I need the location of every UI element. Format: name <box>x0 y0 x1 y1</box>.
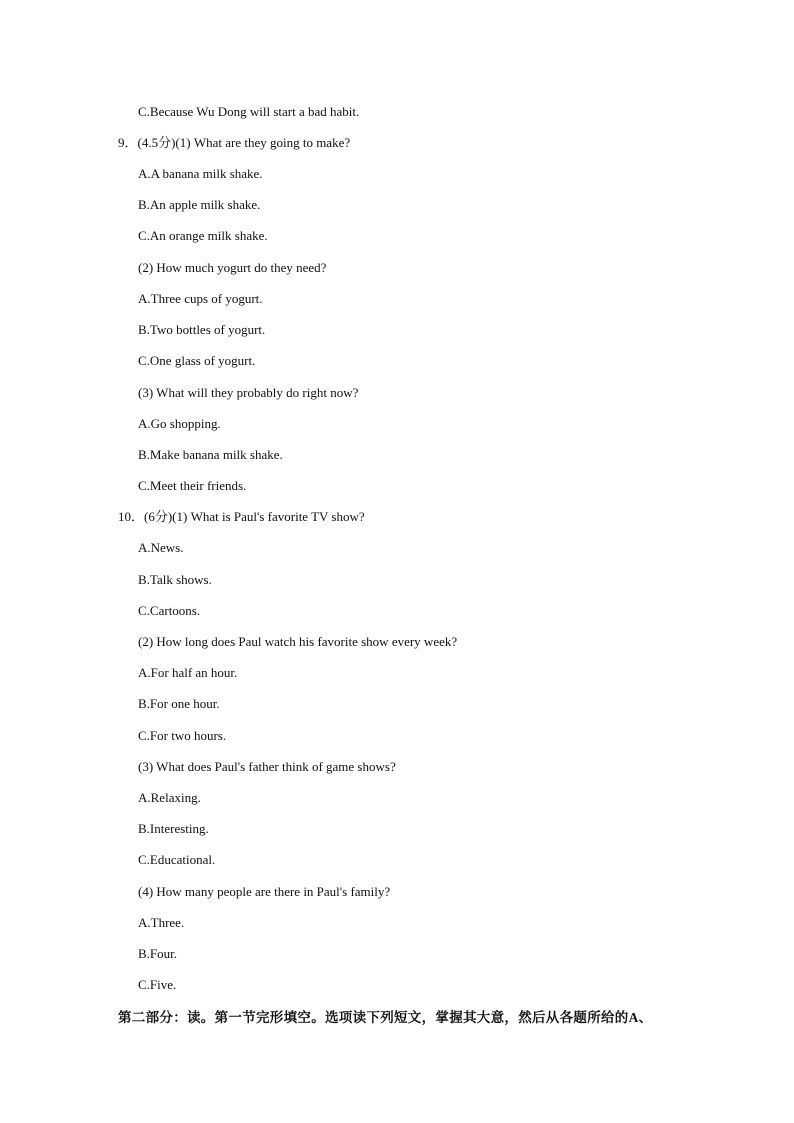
q9-2-option-a: A.Three cups of yogurt. <box>138 291 263 306</box>
q9-2-option-b: B.Two bottles of yogurt. <box>138 322 266 337</box>
q10-4-option-c: C.Five. <box>138 977 177 992</box>
q9-3-option-c: C.Meet their friends. <box>138 478 247 493</box>
q10-3-question: (3) What does Paul's father think of game shows? <box>138 759 396 774</box>
q9-2-question: (2) How much yogurt do they need? <box>138 260 327 275</box>
q9-1-option-a: A.A banana milk shake. <box>138 166 263 181</box>
q10-1-option-c: C.Cartoons. <box>138 603 201 618</box>
section-heading: 第二部分：读。第一节完形填空。选项读下列短文，掌握其大意，然后从各题所给的A、 <box>118 1010 653 1025</box>
q10-1-option-b: B.Talk shows. <box>138 572 212 587</box>
q10-4-option-b: B.Four. <box>138 946 178 961</box>
q10-3-option-c: C.Educational. <box>138 852 216 867</box>
q10-2-option-c: C.For two hours. <box>138 728 227 743</box>
q9-1-question: 9．(4.5分)(1) What are they going to make? <box>118 135 351 150</box>
q9-3-option-a: A.Go shopping. <box>138 416 221 431</box>
q8-option-c: C.Because Wu Dong will start a bad habit. <box>138 104 360 119</box>
q10-4-question: (4) How many people are there in Paul's family? <box>138 884 391 899</box>
q10-2-option-a: A.For half an hour. <box>138 665 238 680</box>
q9-1-option-c: C.An orange milk shake. <box>138 228 268 243</box>
q10-1-question: 10．(6分)(1) What is Paul's favorite TV show? <box>118 509 365 524</box>
q10-2-question: (2) How long does Paul watch his favorite show every week? <box>138 634 458 649</box>
q10-2-option-b: B.For one hour. <box>138 696 220 711</box>
q10-1-option-a: A.News. <box>138 540 184 555</box>
q10-3-option-b: B.Interesting. <box>138 821 209 836</box>
q10-3-option-a: A.Relaxing. <box>138 790 201 805</box>
q9-3-option-b: B.Make banana milk shake. <box>138 447 283 462</box>
q10-4-option-a: A.Three. <box>138 915 185 930</box>
q9-2-option-c: C.One glass of yogurt. <box>138 353 256 368</box>
q9-1-option-b: B.An apple milk shake. <box>138 197 261 212</box>
q9-3-question: (3) What will they probably do right now? <box>138 385 359 400</box>
